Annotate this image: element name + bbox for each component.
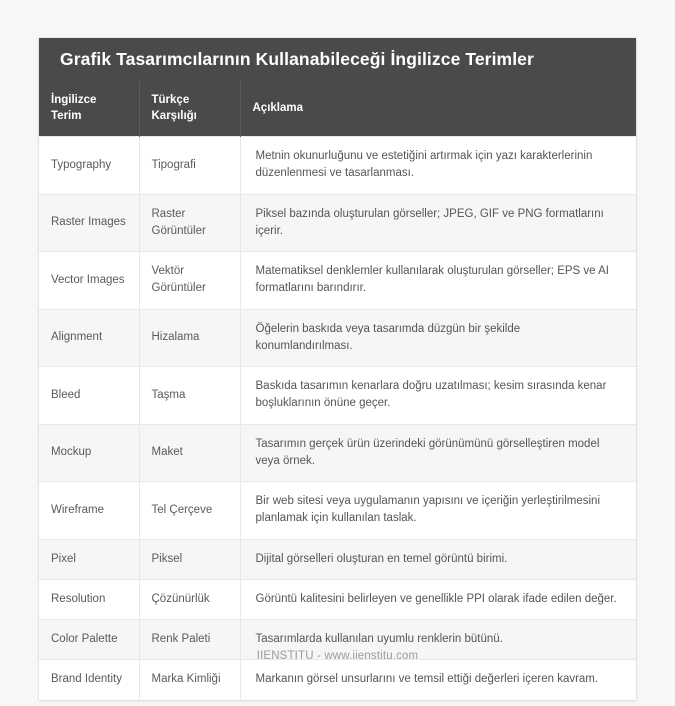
cell-english-term: Brand Identity [39, 660, 139, 700]
column-header-description-line1: Açıklama [252, 101, 304, 114]
cell-english-term: Raster Images [39, 194, 139, 252]
cell-turkish-equivalent: Raster Görüntüler [139, 194, 240, 252]
page-title: Grafik Tasarımcılarının Kullanabileceği İngilizce Terimler [60, 48, 534, 69]
cell-description: Markanın görsel unsurlarını ve temsil ettiği değerleri içeren kavram. [240, 660, 636, 700]
cell-description: Tasarımlarda kullanılan uyumlu renklerin bütünü. [240, 620, 636, 660]
cell-turkish-equivalent: Hizalama [139, 309, 240, 367]
table-row [39, 482, 636, 540]
cell-english-term: Pixel [39, 539, 139, 579]
cell-description: Matematiksel denklemler kullanılarak oluşturulan görseller; EPS ve AI formatlarını barındırır. [240, 252, 636, 310]
cell-turkish-equivalent: Renk Paleti [139, 620, 240, 660]
column-header-english-term-line2: Terim [51, 109, 82, 122]
cell-english-term: Mockup [39, 424, 139, 482]
cell-turkish-equivalent: Piksel [139, 539, 240, 579]
cell-turkish-equivalent: Maket [139, 424, 240, 482]
terms-table [39, 81, 636, 700]
footer-credit: IIENSTITU - www.iienstitu.com [256, 650, 419, 662]
card-title-bar [39, 38, 636, 81]
cell-english-term: Alignment [39, 309, 139, 367]
cell-turkish-equivalent: Vektör Görüntüler [139, 252, 240, 310]
table-row [39, 660, 636, 700]
cell-english-term: Vector Images [39, 252, 139, 310]
column-header-turkish-equivalent [139, 81, 240, 137]
cell-english-term: Wireframe [39, 482, 139, 540]
cell-description: Tasarımın gerçek ürün üzerindeki görünümünü görselleştiren model veya örnek. [240, 424, 636, 482]
cell-description: Görüntü kalitesini belirleyen ve genellikle PPI olarak ifade edilen değer. [240, 579, 636, 619]
table-row [39, 309, 636, 367]
cell-english-term: Typography [39, 137, 139, 195]
cell-turkish-equivalent: Tipografi [139, 137, 240, 195]
cell-description: Bir web sitesi veya uygulamanın yapısını ve içeriğin yerleştirilmesini planlamak için kullanılan taslak. [240, 482, 636, 540]
table-row [39, 137, 636, 195]
cell-description: Piksel bazında oluşturulan görseller; JPEG, GIF ve PNG formatlarını içerir. [240, 194, 636, 252]
table-row [39, 539, 636, 579]
column-header-turkish-equivalent-line1: Türkçe [151, 94, 190, 106]
column-header-description [240, 81, 636, 137]
cell-turkish-equivalent: Çözünürlük [139, 579, 240, 619]
cell-turkish-equivalent: Tel Çerçeve [139, 482, 240, 540]
cell-english-term: Resolution [39, 579, 139, 619]
table-row [39, 424, 636, 482]
cell-description: Baskıda tasarımın kenarlara doğru uzatılması; kesim sırasında kenar boşluklarının önüne geçer. [240, 367, 636, 425]
column-header-english-term [39, 81, 139, 137]
cell-description: Metnin okunurluğunu ve estetiğini artırmak için yazı karakterlerinin düzenlenmesi ve tasarlanması. [240, 137, 636, 195]
table-row [39, 194, 636, 252]
table-row [39, 367, 636, 425]
cell-turkish-equivalent: Taşma [139, 367, 240, 425]
cell-english-term: Bleed [39, 367, 139, 425]
column-header-english-term-line1: İngilizce [51, 94, 97, 106]
table-row [39, 252, 636, 310]
cell-description: Dijital görselleri oluşturan en temel görüntü birimi. [240, 539, 636, 579]
column-header-turkish-equivalent-line2: Karşılığı [151, 109, 197, 122]
table-row [39, 579, 636, 619]
cell-description: Öğelerin baskıda veya tasarımda düzgün bir şekilde konumlandırılması. [240, 309, 636, 367]
table-header-row [39, 81, 636, 137]
table-header [39, 81, 636, 137]
cell-english-term: Color Palette [39, 620, 139, 660]
cell-turkish-equivalent: Marka Kimliği [139, 660, 240, 700]
terms-card [39, 38, 636, 700]
table-body [39, 137, 636, 700]
